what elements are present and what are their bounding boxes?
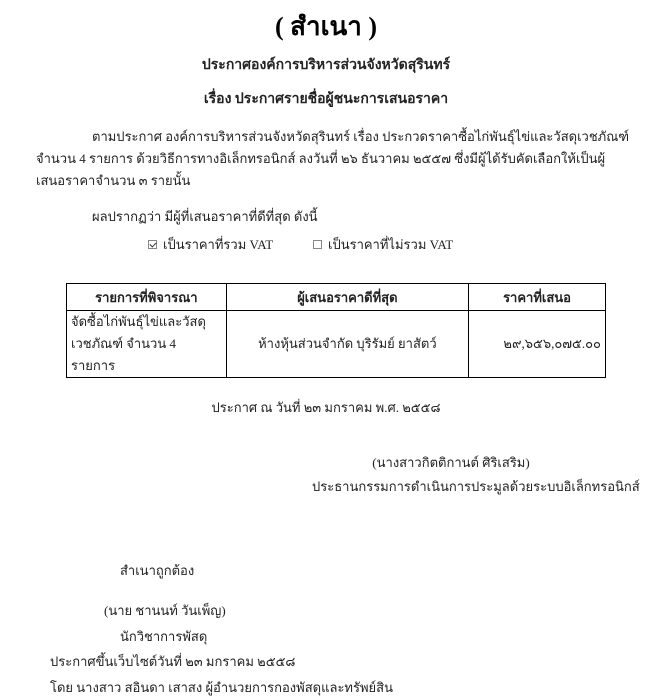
signer-position: ประธานกรรมการดำเนินการประมูลด้วยระบบอิเล็กทรอนิกส์ — [312, 479, 640, 494]
certifier-position: นักวิชาการพัสดุ — [120, 629, 208, 644]
web-posted-date: ประกาศขึ้นเว็บไซต์วันที่ ๒๓ มกราคม ๒๕๕๘ — [50, 654, 296, 669]
vat-included-label: เป็นราคาที่รวม VAT — [163, 237, 274, 252]
cell-item-line2: เวชภัณฑ์ จำนวน 4 รายการ — [71, 336, 176, 373]
signer-name: (นางสาวกิตติกานต์ ศิริเสริม) — [372, 455, 530, 470]
certified-copy-label: สำเนาถูกต้อง — [120, 563, 195, 578]
cell-price: ๒๙,๖๕๖,๐๗๕.๐๐ — [469, 311, 606, 378]
cell-item-line1: จัดซื้อไก่พันธุ์ไข่และวัสดุ — [71, 314, 206, 329]
announcement-subject-heading: เรื่อง ประกาศรายชื่อผู้ชนะการเสนอราคา — [203, 92, 449, 107]
vat-included-checkbox[interactable] — [148, 240, 157, 249]
vat-included-option[interactable] — [148, 234, 273, 255]
cell-item — [67, 311, 227, 378]
vat-excluded-label: เป็นราคาที่ไม่รวม VAT — [328, 237, 454, 252]
cell-winner: ห้างหุ้นส่วนจำกัด บุริรัมย์ ยาสัตว์ — [226, 311, 468, 378]
announcement-body-text: ตามประกาศ องค์การบริหารส่วนจังหวัดสุรินทร์ เรื่อง ประกวดราคาซื้อไก่พันธุ์ไข่และวัสดุเวชภัณฑ์ จำนวน 4 รายการ ด้วยวิธีการทางอิเล็กทรอนิกส์ ลงวันที่ ๒๖ ธันวาคม ๒๕๕๗ ซึ่งมีผู้ได้รับคัดเลือกให้เป็นผู้เสนอราคาจำนวน ๓ รายนั้น — [36, 129, 630, 188]
result-intro-line: ผลปรากฏว่า มีผู้ที่เสนอราคาที่ดีที่สุด ดังนี้ — [92, 209, 318, 224]
certifier-name: (นาย ชานนท์ วันเพ็ญ) — [104, 603, 226, 618]
vat-excluded-checkbox[interactable] — [313, 240, 322, 249]
winner-results-table — [66, 283, 606, 378]
announcement-body-paragraph — [36, 126, 632, 192]
table-row — [67, 311, 606, 378]
announce-date: ประกาศ ณ วันที่ ๒๓ มกราคม พ.ศ. ๒๕๕๘ — [211, 400, 441, 415]
vat-excluded-option[interactable] — [313, 234, 453, 255]
posted-by: โดย นางสาว สอินดา เสาสง ผู้อำนวยการกองพัสดุและทรัพย์สิน — [50, 680, 393, 695]
document-title: ( สำเนา ) — [274, 12, 378, 41]
col-header-item: รายการที่พิจารณา — [67, 284, 227, 311]
announcement-org-heading: ประกาศองค์การบริหารส่วนจังหวัดสุรินทร์ — [201, 58, 451, 73]
col-header-winner: ผู้เสนอราคาดีที่สุด — [226, 284, 468, 311]
col-header-price: ราคาที่เสนอ — [469, 284, 606, 311]
table-header-row — [67, 284, 606, 311]
